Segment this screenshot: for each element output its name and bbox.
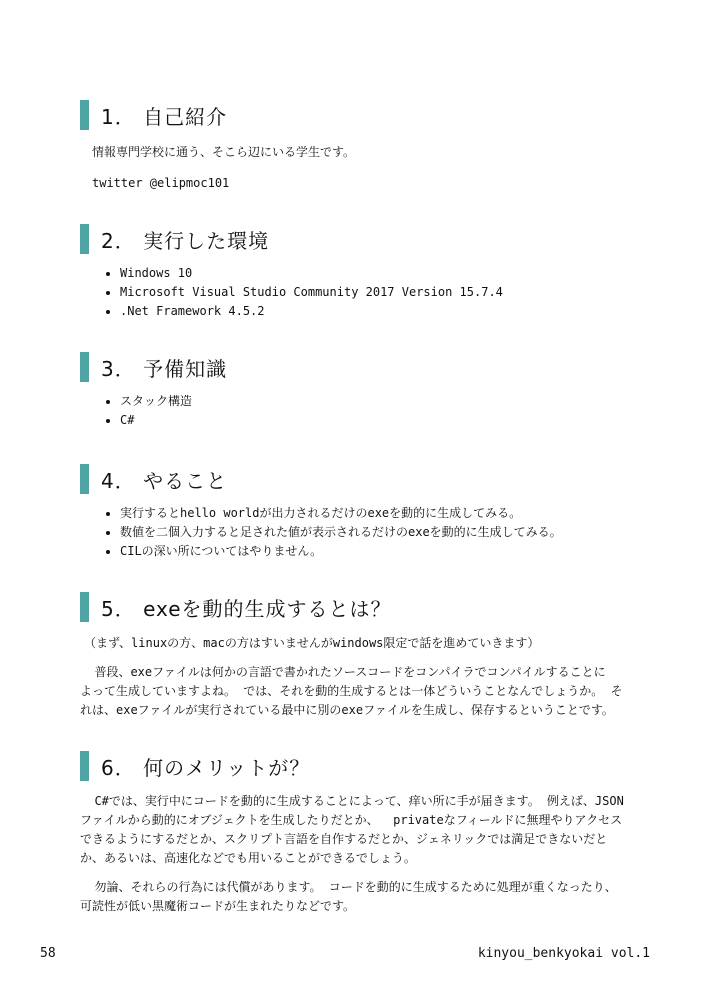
- section-heading: 4． やること: [101, 468, 228, 493]
- section-heading: 3． 予備知識: [101, 356, 228, 381]
- heading-bar: [80, 224, 89, 254]
- text-line: ファイルから動的にオブジェクトを生成したりだとか、 privateなフィールドに無理やりアクセス: [80, 813, 623, 827]
- list-item: • 数値を二個入力すると足された値が表示されるだけのexeを動的に生成してみる。: [120, 523, 640, 542]
- note: （まず、linuxの方、macの方はすいませんがwindows限定で話を進めていきます）: [84, 636, 540, 650]
- section-heading: 6． 何のメリットが？: [101, 755, 311, 780]
- heading-bar: [80, 352, 89, 382]
- list-item: • C#: [120, 411, 640, 430]
- list-item: • スタック構造: [120, 392, 640, 411]
- text-line: れは、exeファイルが実行されている最中に別のexeファイルを生成し、保存するということです。: [80, 703, 614, 717]
- paragraph: 情報専門学校に通う、そこら辺にいる学生です。: [92, 145, 356, 159]
- heading-bar: [80, 592, 89, 622]
- paragraph: [80, 663, 640, 720]
- publication-title: kinyou_benkyokai vol.1: [477, 946, 650, 961]
- list-item: • 実行するとhello worldが出力されるだけのexeを動的に生成してみる。: [120, 504, 640, 523]
- text-line: 勿論、それらの行為には代償があります。 コードを動的に生成するために処理が重くなったり、: [80, 880, 617, 894]
- page-number: 58: [40, 946, 56, 961]
- paragraph: [80, 878, 640, 916]
- section-heading: 5． exeを動的生成するとは？: [101, 596, 392, 621]
- prerequisites-list: [80, 392, 640, 430]
- section-prerequisites: [80, 352, 640, 430]
- todo-list: [80, 504, 640, 561]
- heading-bar: [80, 464, 89, 494]
- text-line: よって生成していますよね。 では、それを動的生成するとは一体どういうことなんでしょうか。 そ: [80, 684, 623, 698]
- text-line: か、あるいは、高速化などでも用いることができるでしょう。: [80, 851, 416, 865]
- twitter-handle: twitter @elipmoc101: [92, 176, 230, 190]
- heading-bar: [80, 100, 89, 130]
- text-line: 可読性が低い黒魔術コードが生まれたりなどです。: [80, 899, 356, 913]
- section-self-intro: [80, 100, 640, 193]
- text-line: C#では、実行中にコードを動的に生成することによって、痒い所に手が届きます。 例えば、JSON: [80, 794, 624, 808]
- section-merits: [80, 751, 640, 916]
- text-line: できるようにするだとか、スクリプト言語を自作するだとか、ジェネリックでは満足できないだと: [80, 832, 608, 846]
- environment-list: [80, 264, 640, 321]
- section-what-is-dynamic-exe: [80, 592, 640, 720]
- section-heading: 2． 実行した環境: [101, 228, 270, 253]
- text-line: 普段、exeファイルは何かの言語で書かれたソースコードをコンパイラでコンパイルすることに: [80, 665, 606, 679]
- list-item: • CILの深い所についてはやりません。: [120, 542, 640, 561]
- list-item: • Windows 10: [120, 264, 640, 283]
- list-item: • Microsoft Visual Studio Community 2017 Version 15.7.4: [120, 283, 640, 302]
- list-item: • .Net Framework 4.5.2: [120, 302, 640, 321]
- heading-bar: [80, 751, 89, 781]
- section-heading: 1． 自己紹介: [101, 104, 228, 129]
- paragraph: [80, 792, 640, 868]
- section-todo: [80, 464, 640, 561]
- section-environment: [80, 224, 640, 321]
